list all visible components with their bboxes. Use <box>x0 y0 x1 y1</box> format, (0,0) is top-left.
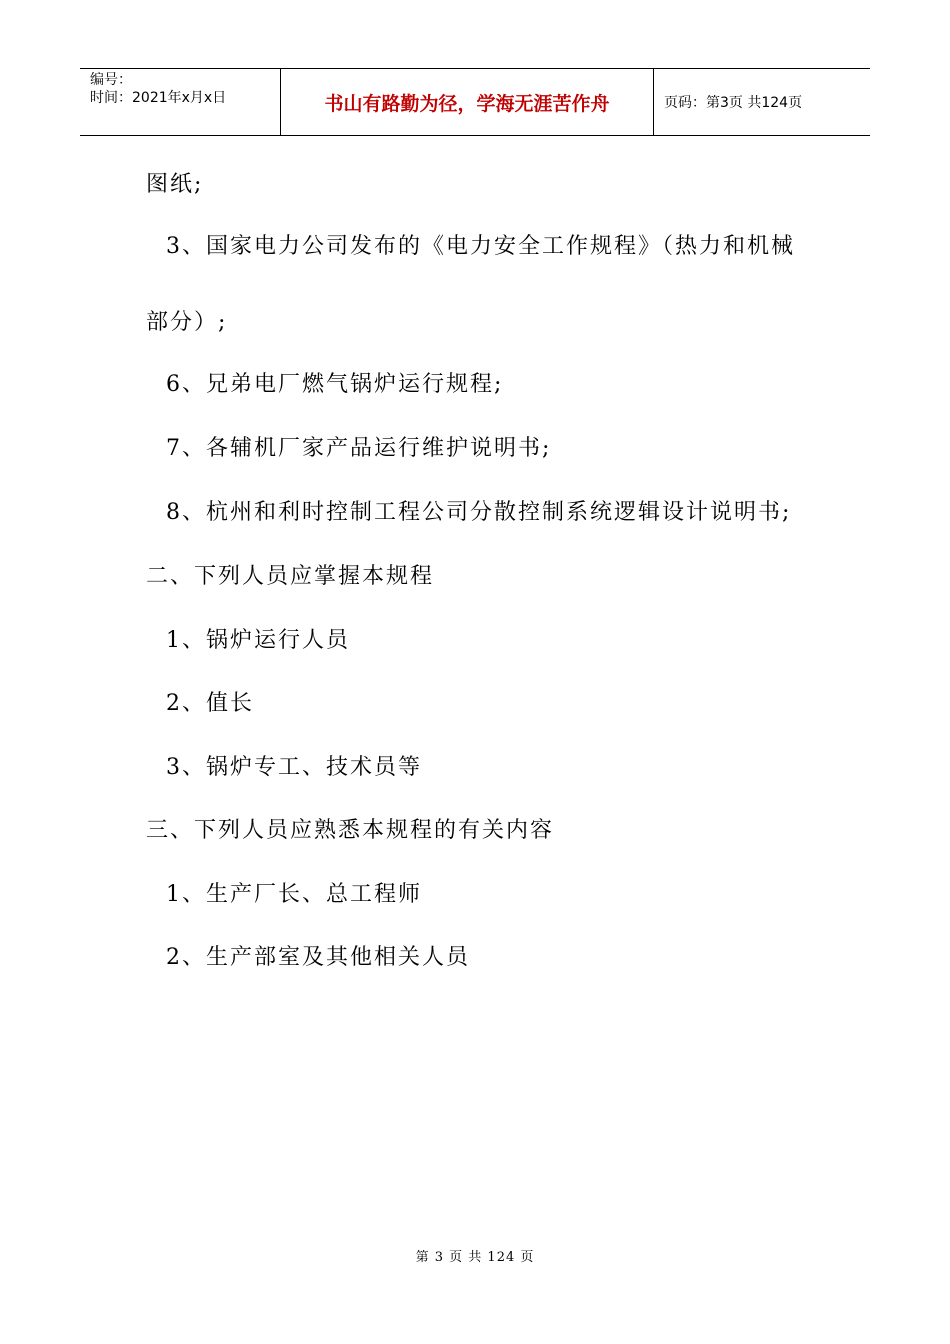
section-heading: 三、下列人员应熟悉本规程的有关内容 <box>146 818 555 843</box>
section-heading: 二、下列人员应掌握本规程 <box>146 564 435 589</box>
header-page-info: 页码：第3页 共124页 <box>664 95 803 111</box>
header-meta <box>80 69 281 135</box>
body-line: 3、锅炉专工、技术员等 <box>166 755 422 780</box>
body-line: 6、兄弟电厂燃气锅炉运行规程; <box>166 372 504 397</box>
page-footer: 第 3 页 共 124 页 <box>415 1250 535 1265</box>
page-header <box>80 68 870 136</box>
time-label: 时间：2021年x月x日 <box>90 90 227 106</box>
body-line: 部分）; <box>146 310 228 335</box>
body-line: 2、值长 <box>166 691 254 716</box>
body-line: 8、杭州和利时控制工程公司分散控制系统逻辑设计说明书; <box>166 500 792 525</box>
body-line: 7、各辅机厂家产品运行维护说明书; <box>166 436 552 461</box>
body-line: 1、锅炉运行人员 <box>166 628 350 653</box>
body-line: 1、生产厂长、总工程师 <box>166 882 422 907</box>
header-motto: 书山有路勤为径，学海无涯苦作舟 <box>281 69 654 135</box>
number-label: 编号： <box>90 72 132 88</box>
body-line: 图纸; <box>146 172 204 197</box>
body-line: 2、生产部室及其他相关人员 <box>166 945 470 970</box>
body-line: 3、国家电力公司发布的《电力安全工作规程》（热力和机械 <box>166 234 795 259</box>
